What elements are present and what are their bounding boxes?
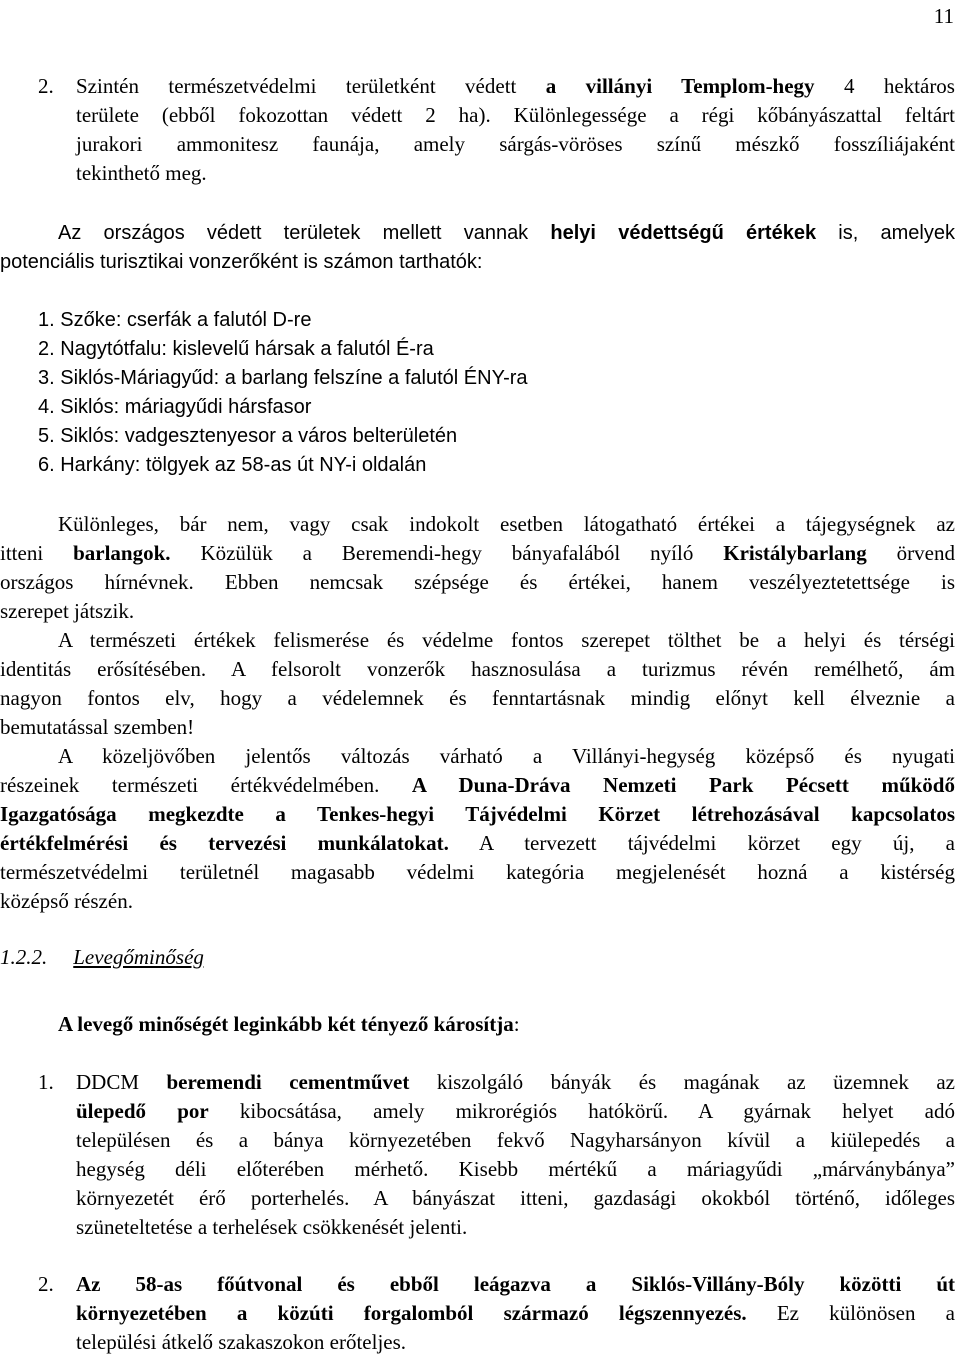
text-line: környezetét érő porterhelés. A bányászat itteni, gazdasági okokból történő, időleges (76, 1186, 955, 1210)
list-item: 6. Harkány: tölgyek az 58-as út NY-i oldalán (38, 454, 427, 476)
text-line: bemutatással szemben! (0, 715, 195, 739)
text-line: itteni barlangok. Közülük a Beremendi-hegy bányafalából nyíló Kristálybarlang örvend (0, 541, 955, 565)
text-line: Szintén természetvédelmi területként védett a villányi Templom-hegy 4 hektáros (76, 74, 955, 98)
text-line: ülepedő por kibocsátása, amely mikrorégiós hatókörű. A gyárnak helyet adó (76, 1099, 956, 1123)
section-title: Levegőminőség (73, 945, 204, 969)
local-values-paragraph (0, 219, 955, 277)
text-line: identitás erősítésében. A felsorolt vonzerők hasznosulása a turizmus révén remélhető, ám (0, 657, 955, 681)
text-line: DDCM beremendi cementművet kiszolgáló bányák és magának az üzemnek az (76, 1070, 955, 1094)
local-values-list (38, 306, 960, 480)
text-line: Az országos védett területek mellett vannak helyi védettségű értékek is, amelyek (58, 222, 955, 244)
text-line: A természeti értékek felismerése és védelme fontos szerepet tölthet be a helyi és térségi (58, 628, 955, 652)
future-paragraph (0, 742, 955, 916)
air-quality-heading: A levegő minőségét leginkább két tényező károsítja: (58, 1012, 520, 1036)
item-number: 2. (38, 74, 54, 98)
text-line: A közeljövőben jelentős változás várható a Villányi-hegység középső és nyugati (58, 744, 955, 768)
text-line: szerepet játszik. (0, 599, 135, 623)
item-number: 2. (38, 1272, 54, 1296)
identity-paragraph (0, 626, 955, 742)
list-item: 5. Siklós: vadgesztenyesor a város belterületén (38, 425, 458, 447)
text-line: részeinek természeti értékvédelmében. A Duna-Dráva Nemzeti Park Pécsett működő (0, 773, 955, 797)
text-line: környezetében a közúti forgalomból származó légszennyezés. Ez különösen a (76, 1301, 956, 1325)
list-item: 3. Siklós-Máriagyűd: a barlang felszíne a falutól ÉNY-ra (38, 367, 528, 389)
text-line: Igazgatósága megkezdte a Tenkes-hegyi Tájvédelmi Körzet létrehozásával kapcsolatos (0, 802, 955, 826)
text-line: szüneteltetése a terhelések csökkenését jelenti. (76, 1215, 468, 1239)
item-text (76, 72, 955, 188)
text-line: értékfelmérési és tervezési munkálatokat. A tervezett tájvédelmi körzet egy új, a (0, 831, 956, 855)
text-line: középső részén. (0, 889, 133, 913)
section-number: 1.2.2. (0, 945, 48, 969)
list-item: 1. Szőke: cserfák a falutól D-re (38, 309, 312, 331)
section-heading (0, 943, 955, 972)
text-line: nagyon fontos elv, hogy a védelemnek és fenntartásnak mindig előnyt kell élveznie a (0, 686, 955, 710)
text-line: településen és a bánya környezetében fekvő Nagyharsányon kívül a kiülepedés a (76, 1128, 955, 1152)
item-number: 1. (38, 1070, 54, 1094)
text-line: tekinthető meg. (76, 161, 207, 185)
text-line: hegység déli előterében mérhető. Kisebb mértékű a máriagyűdi „márványbánya” (76, 1157, 955, 1181)
list-item: 4. Siklós: máriagyűdi hársfasor (38, 396, 312, 418)
text-line: települési átkelő szakaszokon erőteljes. (76, 1330, 407, 1354)
item-text (76, 1068, 955, 1242)
text-line: természetvédelmi területnél magasabb védelmi kategória megjelenését hozná a kistérség (0, 860, 955, 884)
text-line: potenciális turisztikai vonzerőként is számon tarthatók: (0, 251, 483, 273)
caves-paragraph (0, 510, 955, 626)
text-line: Az 58-as főútvonal és ebből leágazva a Siklós-Villány-Bóly közötti út (76, 1272, 955, 1296)
text-line: országos hírnévnek. Ebben nemcsak szépsége és értékei, hanem veszélyeztetettsége is (0, 570, 955, 594)
item-text (76, 1270, 955, 1357)
text-line: területe (ebből fokozottan védett 2 ha). Különlegessége a régi kőbányászattal feltárt (76, 103, 955, 127)
text-line: jurakori ammonitesz faunája, amely sárgás-vöröses színű mészkő fosszíliájaként (76, 132, 955, 156)
page-number: 11 (933, 4, 954, 28)
list-item: 2. Nagytótfalu: kislevelű hársak a falutól É-ra (38, 338, 434, 360)
text-line: Különleges, bár nem, vagy csak indokolt esetben látogatható értékei a tájegységnek az (58, 512, 955, 536)
